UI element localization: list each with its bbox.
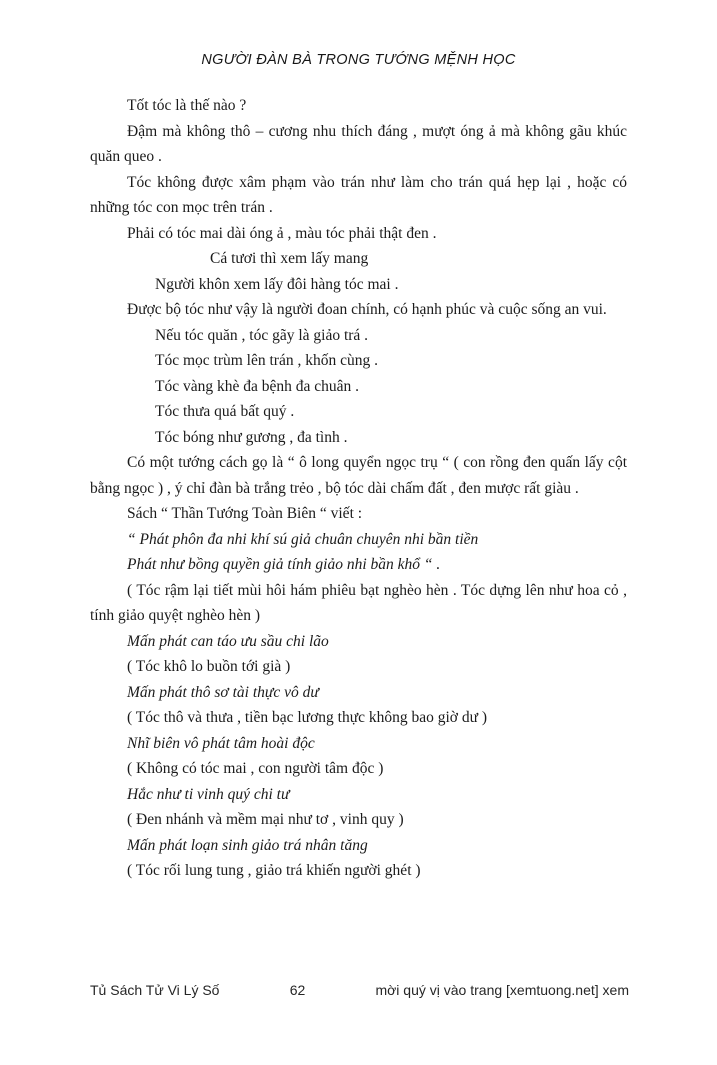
paragraph: Đậm mà không thô – cương nhu thích đáng , mượt óng ả mà không gãu khúc quăn queo .: [90, 122, 627, 165]
footer-page-number: 62: [289, 982, 306, 998]
verse-line: Cá tươi thì xem lấy mang: [210, 250, 369, 267]
quote-line: Mấn phát thô sơ tài thực vô dư: [127, 683, 319, 701]
list-line: Nếu tóc quăn , tóc gãy là giảo trá .: [155, 326, 369, 344]
paragraph: Tóc không được xâm phạm vào trán như làm cho trán quá hẹp lại , hoặc có những tóc con mọc trên trán .: [90, 173, 627, 216]
translation-line: ( Tóc thô và thưa , tiền bạc lương thực không bao giờ dư ): [127, 709, 488, 726]
verse-line: Người khôn xem lấy đôi hàng tóc mai .: [155, 275, 399, 293]
quote-line: Hắc như ti vinh quý chi tư: [127, 785, 290, 803]
quote-line: Mấn phát loạn sinh giảo trá nhân tăng: [127, 836, 368, 854]
quote-line: Nhĩ biên vô phát tâm hoài độc: [127, 734, 315, 752]
paragraph: Có một tướng cách gọ là “ ô long quyển ngọc trụ “ ( con rồng đen quấn lấy cột bằng ngọc ) , ý chỉ đàn bà trắng trẻo , bộ tóc dài chấm đất , đen mược rất giàu .: [90, 454, 627, 497]
paragraph: Được bộ tóc như vậy là người đoan chính, có hạnh phúc và cuộc sống an vui.: [127, 301, 607, 318]
list-line: Tóc vàng khè đa bệnh đa chuân .: [155, 377, 360, 395]
translation-line: ( Không có tóc mai , con người tâm độc ): [127, 760, 384, 777]
translation-line: ( Tóc rậm lại tiết mùi hôi hám phiêu bạt nghèo hèn . Tóc dựng lên như hoa cỏ , tính giảo quyệt nghèo hèn ): [90, 581, 627, 624]
translation-line: ( Tóc rối lung tung , giảo trá khiến người ghét ): [127, 862, 421, 879]
quote-line: Mấn phát can táo ưu sầu chi lão: [127, 632, 329, 650]
list-line: Tóc bóng như gương , đa tình .: [155, 428, 348, 446]
quote-line: “ Phát phôn đa nhi khí sú giả chuân chuyên nhi bần tiền: [127, 530, 479, 548]
page-title: NGƯỜI ĐÀN BÀ TRONG TƯỚNG MỆNH HỌC: [201, 52, 516, 68]
footer-site-note: mời quý vị vào trang [xemtuong.net] xem: [375, 982, 629, 998]
paragraph: Tốt tóc là thế nào ?: [127, 97, 247, 114]
page-footer: [90, 982, 629, 998]
quote-line: Phát như bồng quyền giả tính giảo nhi bần khổ “ .: [127, 556, 441, 573]
paragraph: Phải có tóc mai dài óng ả , màu tóc phải thật đen .: [127, 224, 437, 242]
translation-line: ( Đen nhánh và mềm mại như tơ , vinh quy ): [127, 811, 404, 828]
translation-line: ( Tóc khô lo buồn tới già ): [127, 658, 291, 675]
page-body: [90, 93, 627, 884]
list-line: Tóc thưa quá bất quý .: [155, 403, 295, 420]
footer-book-title: Tủ Sách Tử Vi Lý Số: [90, 982, 220, 998]
paragraph: Sách “ Thần Tướng Toàn Biên “ viết :: [127, 505, 363, 522]
document-page: [0, 52, 717, 998]
list-line: Tóc mọc trùm lên trán , khốn cùng .: [155, 352, 378, 369]
